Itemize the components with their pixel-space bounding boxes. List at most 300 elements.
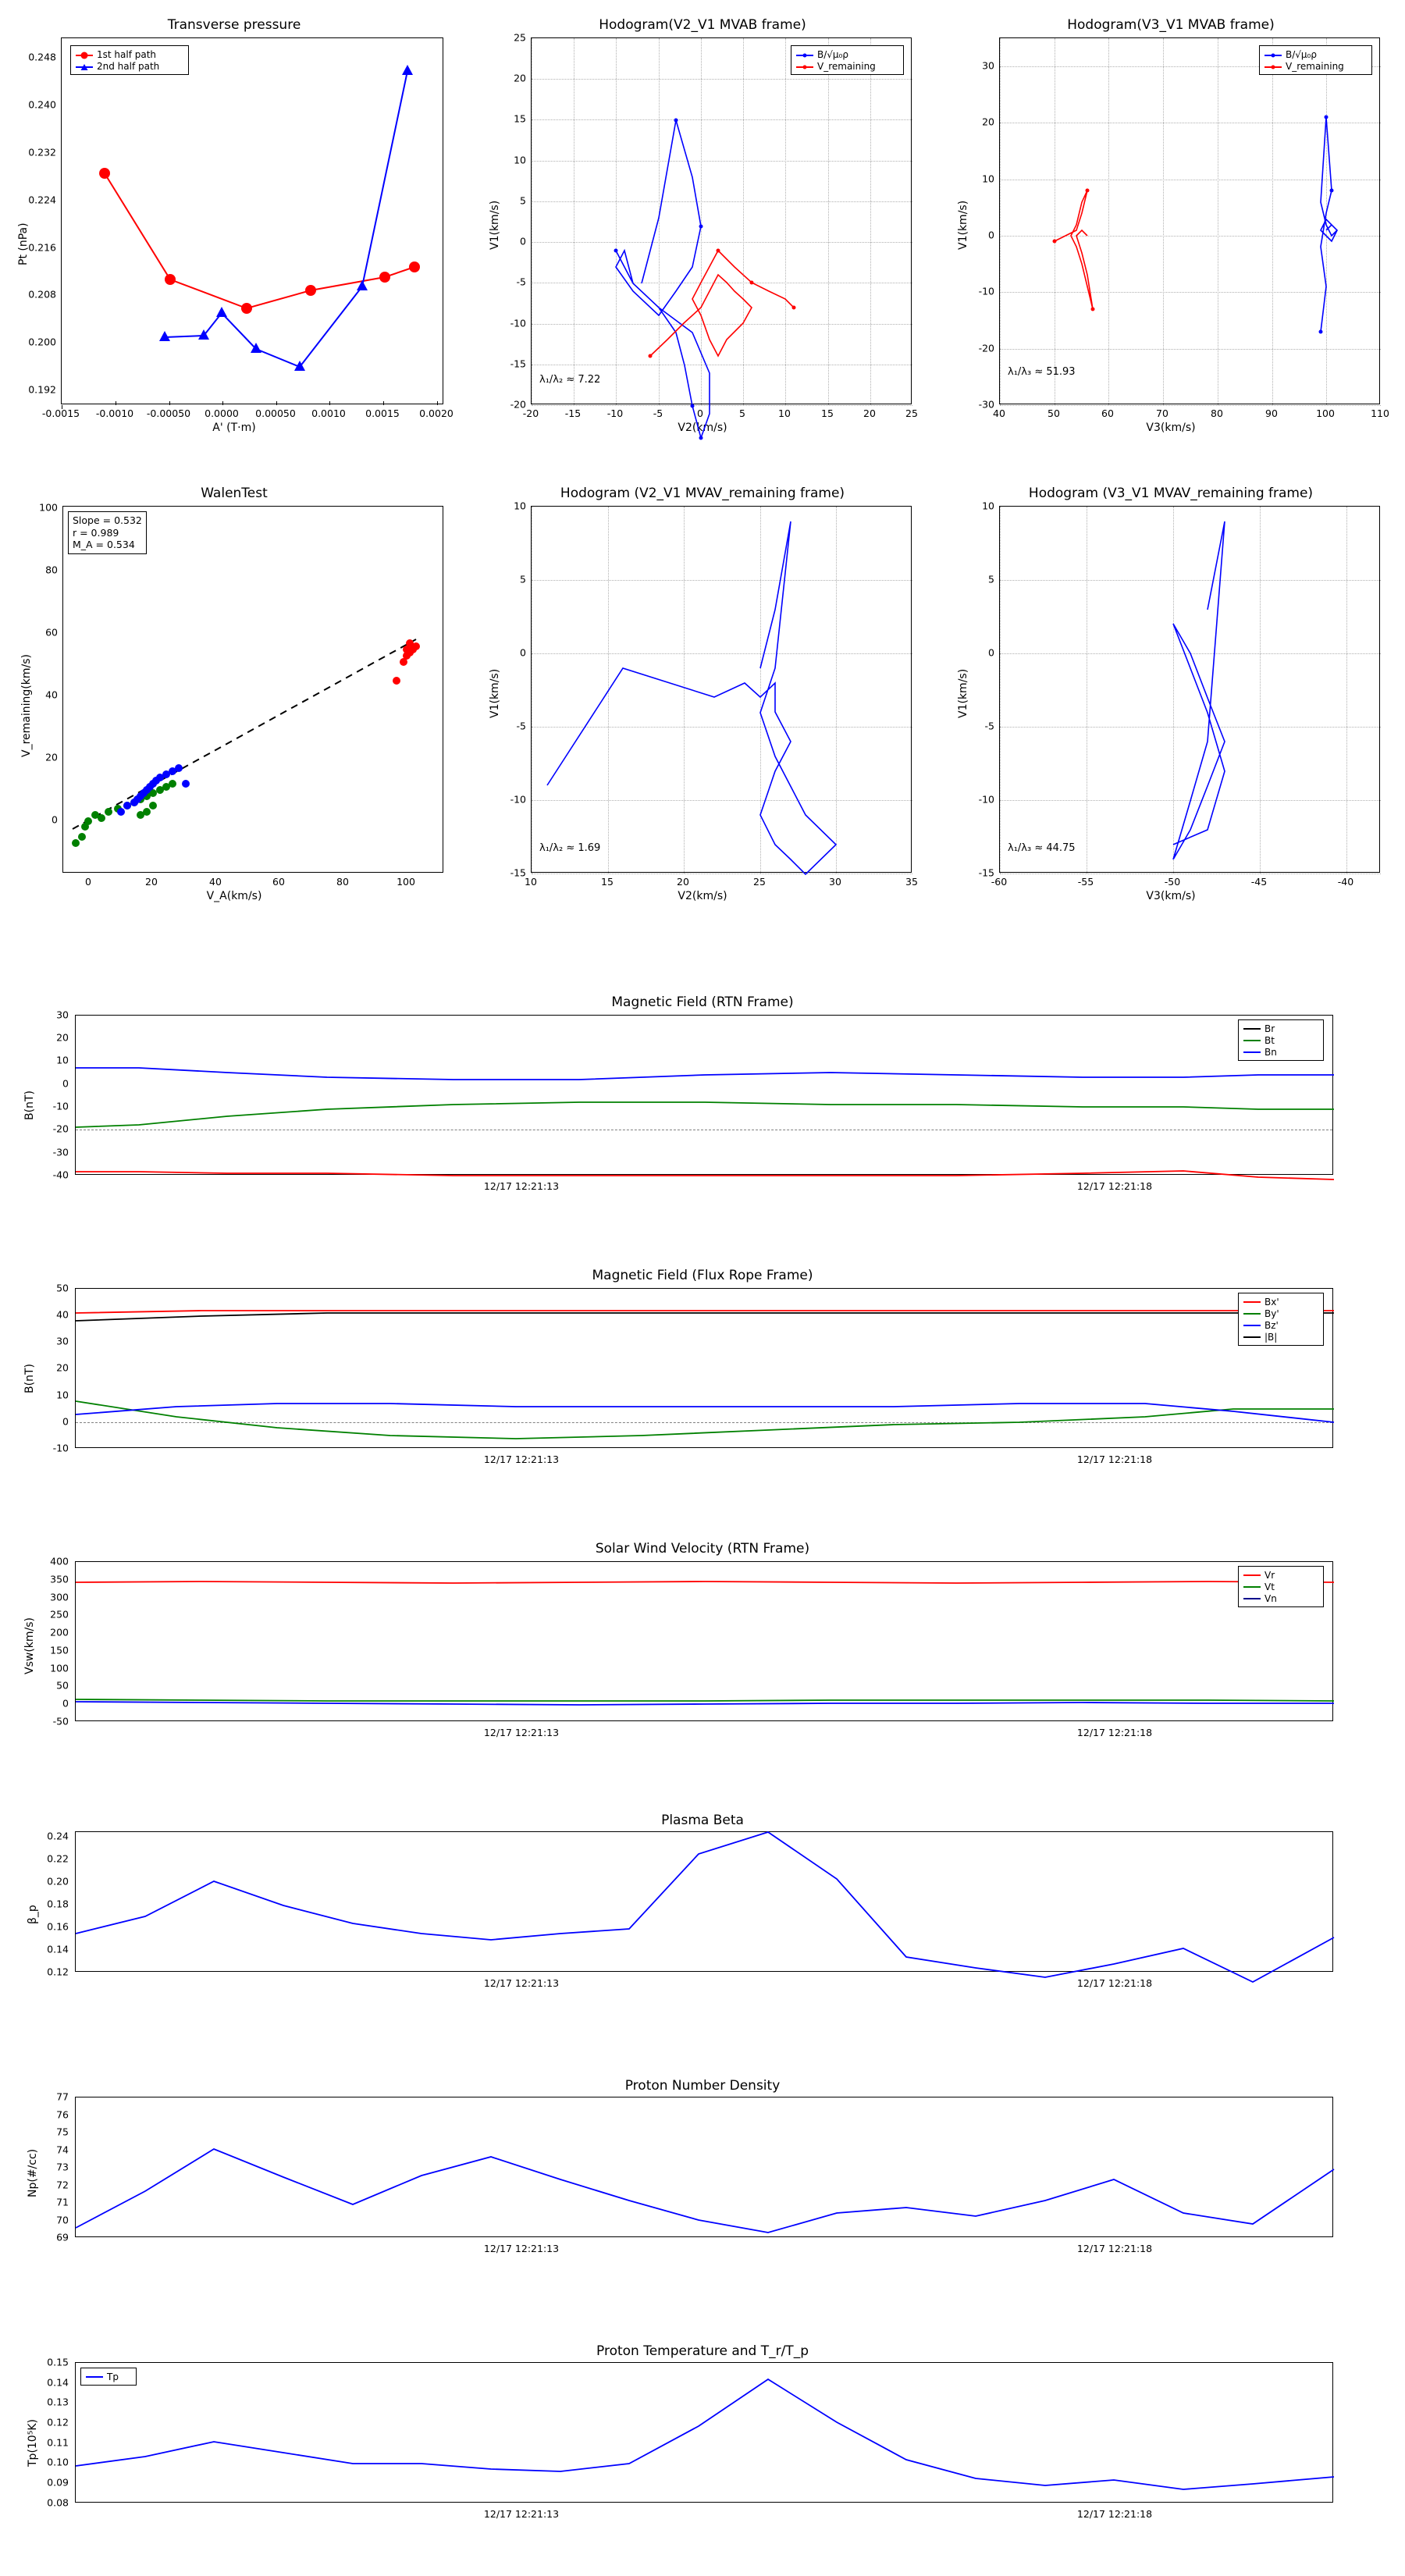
- gridline: [532, 873, 912, 874]
- x-axis-label: V2(km/s): [678, 890, 727, 902]
- panel-title: Hodogram (V3_V1 MVAV_remaining frame): [1028, 486, 1314, 501]
- panel-hodogram-v2-v1-mvav: [468, 468, 937, 913]
- legend-item: [1243, 1592, 1318, 1604]
- x-tick: -15: [564, 407, 582, 419]
- panel-title: Magnetic Field (Flux Rope Frame): [592, 1268, 813, 1283]
- y-tick: 20: [514, 72, 526, 84]
- x-tick: 0.0000: [205, 407, 239, 419]
- x-tick: 10: [778, 407, 791, 419]
- y-tick: 0.216: [28, 241, 56, 254]
- legend-item: [796, 48, 898, 60]
- series-v1-v3: [1173, 521, 1225, 859]
- y-tick: 30: [982, 59, 994, 72]
- legend-item: [1243, 1023, 1318, 1034]
- x-tick: 30: [829, 876, 841, 888]
- legend-item: [1243, 1581, 1318, 1592]
- panel-title: Proton Temperature and T_r/T_p: [596, 2343, 809, 2359]
- legend-label: 2nd half path: [97, 60, 160, 72]
- y-tick: 0.248: [28, 51, 56, 63]
- y-axis-label: β_p: [27, 1905, 39, 1924]
- legend-item: [796, 60, 898, 72]
- x-tick: -10: [606, 407, 624, 419]
- y-tick: 10: [514, 154, 526, 166]
- series-layer: [76, 1016, 1334, 1176]
- y-tick: 40: [45, 688, 58, 701]
- line-swatch-icon: [1243, 1313, 1261, 1315]
- x-axis-label: V2(km/s): [678, 422, 727, 434]
- legend-item: [1243, 1046, 1318, 1058]
- x-tick: 15: [601, 876, 614, 888]
- panel-title: Transverse pressure: [167, 17, 301, 33]
- y-axis-label: Pt (nPa): [17, 222, 30, 265]
- series-layer: [63, 507, 444, 873]
- y-tick: 30: [56, 1335, 69, 1347]
- x-axis-label: V3(km/s): [1146, 422, 1196, 434]
- x-tick: 20: [145, 876, 158, 888]
- plot-area: [999, 37, 1380, 404]
- y-tick: 0.200: [28, 336, 56, 348]
- legend-item: [1243, 1319, 1318, 1331]
- fit-statistics-box: [68, 511, 147, 554]
- panel-magnetic-field-flux-rope: [0, 1249, 1405, 1491]
- y-tick: 0.10: [47, 2456, 69, 2468]
- line-swatch-icon: [1243, 1028, 1261, 1030]
- series-layer: [1000, 38, 1381, 405]
- x-tick: -40: [1337, 876, 1354, 888]
- y-axis-label: B(nT): [23, 1091, 36, 1120]
- series-layer: [76, 2097, 1334, 2238]
- panel-hodogram-v2-v1-mvab: [468, 0, 937, 445]
- legend-label: By': [1264, 1308, 1279, 1319]
- panel-magnetic-field-rtn: [0, 976, 1405, 1218]
- plot-area: [62, 506, 443, 873]
- series-bn: [76, 1068, 1334, 1080]
- y-tick: 0: [520, 235, 526, 247]
- y-tick: 100: [50, 1662, 69, 1674]
- legend-label: Bz': [1264, 1319, 1279, 1331]
- x-tick: 60: [1101, 407, 1114, 419]
- y-tick: 0.09: [47, 2476, 69, 2489]
- legend-label: Vr: [1264, 1569, 1275, 1581]
- panel-hodogram-v3-v1-mvav: [937, 468, 1405, 913]
- x-tick: 12/17 12:21:18: [1076, 1453, 1153, 1465]
- y-tick: 77: [56, 2090, 69, 2103]
- line-swatch-icon: [1243, 1040, 1261, 1041]
- series-1st-half-path: [105, 173, 414, 308]
- legend-item: [1243, 1331, 1318, 1343]
- y-tick: 0: [62, 1415, 69, 1428]
- x-tick: 20: [863, 407, 876, 419]
- y-tick: 5: [520, 573, 526, 585]
- markers-v-remaining: [649, 249, 796, 358]
- legend-label: Br: [1264, 1023, 1275, 1034]
- panel-title: Proton Number Density: [624, 2078, 781, 2094]
- legend: [1259, 45, 1372, 75]
- y-axis-label: V1(km/s): [489, 668, 501, 718]
- gridline: [532, 405, 912, 406]
- x-axis-label: A' (T·m): [212, 422, 256, 434]
- series-layer: [76, 2363, 1334, 2503]
- legend-item: [1264, 48, 1367, 60]
- y-tick: 50: [56, 1679, 69, 1692]
- legend-item: [1243, 1034, 1318, 1046]
- legend-label: Bn: [1264, 1046, 1277, 1058]
- series-layer: [1000, 507, 1381, 873]
- x-tick: 0: [697, 407, 703, 419]
- x-tick: 12/17 12:21:18: [1076, 2243, 1153, 2254]
- legend-label: Vn: [1264, 1592, 1277, 1604]
- series-bt: [76, 1102, 1334, 1127]
- y-tick: -5: [516, 720, 526, 732]
- line-swatch-icon: [1243, 1336, 1261, 1338]
- panel-transverse-pressure: [0, 0, 468, 445]
- y-tick: 73: [56, 2161, 69, 2173]
- series-vt: [76, 1699, 1334, 1701]
- x-tick: -0.00050: [146, 407, 191, 419]
- circle-marker-icon: [76, 51, 93, 59]
- panel-walen-test: [0, 468, 468, 913]
- y-tick: 0.16: [47, 1920, 69, 1933]
- x-tick: 90: [1265, 407, 1278, 419]
- y-tick: 0.208: [28, 288, 56, 301]
- y-tick: -5: [984, 720, 994, 732]
- plot-area: [61, 37, 443, 404]
- line-marker-icon: [1264, 51, 1282, 59]
- y-tick: -15: [978, 866, 994, 879]
- line-swatch-icon: [1243, 1325, 1261, 1326]
- y-tick: 30: [56, 1009, 69, 1021]
- y-tick: -40: [52, 1169, 69, 1181]
- legend-item: [76, 48, 183, 60]
- y-tick: -15: [510, 866, 526, 879]
- line-marker-icon: [796, 62, 813, 70]
- plot-area: [75, 2362, 1333, 2503]
- line-swatch-icon: [1243, 1574, 1261, 1576]
- x-tick: 80: [1211, 407, 1223, 419]
- y-tick: 0: [62, 1077, 69, 1090]
- series-layer: [76, 1562, 1334, 1722]
- panel-title: Hodogram (V2_V1 MVAV_remaining frame): [560, 486, 845, 501]
- legend: [1238, 1019, 1324, 1061]
- y-tick: 0.224: [28, 194, 56, 206]
- x-tick: 0: [85, 876, 91, 888]
- correlation-value: r = 0.989: [73, 526, 119, 539]
- series-v1-v2: [547, 521, 836, 874]
- legend-label: |B|: [1264, 1331, 1278, 1343]
- panel-title: Plasma Beta: [661, 1813, 744, 1828]
- y-tick: 0.24: [47, 1830, 69, 1842]
- legend-item: [1243, 1569, 1318, 1581]
- y-tick: 0.11: [47, 2436, 69, 2449]
- x-tick: 12/17 12:21:13: [483, 2508, 560, 2520]
- gridline: [1000, 873, 1381, 874]
- y-tick: 69: [56, 2231, 69, 2243]
- series-layer: [62, 38, 444, 405]
- legend-label: V_remaining: [1286, 60, 1344, 72]
- x-tick: -20: [522, 407, 539, 419]
- y-tick: 0.18: [47, 1898, 69, 1910]
- y-axis-label: V_remaining(km/s): [20, 654, 33, 757]
- x-tick: 60: [272, 876, 285, 888]
- x-tick: 12/17 12:21:13: [483, 1977, 560, 1989]
- y-tick: 40: [56, 1308, 69, 1321]
- y-tick: 10: [514, 500, 526, 512]
- legend: [791, 45, 904, 75]
- y-tick: 0.20: [47, 1875, 69, 1888]
- eigenvalue-ratio-annotation: λ₁/λ₂ ≈ 7.22: [539, 374, 601, 386]
- series-layer: [532, 507, 912, 873]
- y-tick: -10: [978, 793, 994, 806]
- x-tick: 15: [821, 407, 834, 419]
- y-tick: 10: [982, 173, 994, 185]
- series-br: [76, 1171, 1334, 1179]
- legend: [80, 2368, 137, 2386]
- legend: [1238, 1293, 1324, 1346]
- y-tick: 100: [39, 501, 58, 514]
- plot-area: [75, 1831, 1333, 1972]
- legend: [1238, 1566, 1324, 1607]
- panel-title: Magnetic Field (RTN Frame): [611, 994, 794, 1010]
- panel-plasma-beta: [0, 1795, 1405, 2022]
- x-tick: 0.00050: [255, 407, 296, 419]
- markers-2nd-half-path: [159, 65, 413, 371]
- y-tick: 0.08: [47, 2496, 69, 2509]
- scatter-red: [393, 639, 420, 685]
- series-v-remaining: [650, 251, 794, 356]
- x-tick: -55: [1077, 876, 1094, 888]
- eigenvalue-ratio-annotation: λ₁/λ₂ ≈ 1.69: [539, 842, 601, 854]
- y-tick: 0.192: [28, 383, 56, 396]
- x-tick: 12/17 12:21:13: [483, 1727, 560, 1738]
- y-tick: 150: [50, 1644, 69, 1656]
- panel-title: WalenTest: [201, 486, 268, 501]
- y-tick: -20: [510, 398, 526, 411]
- panel-title: Solar Wind Velocity (RTN Frame): [595, 1541, 810, 1557]
- x-tick: 12/17 12:21:18: [1076, 1977, 1153, 1989]
- legend-label: Tp: [107, 2371, 119, 2382]
- x-tick: 40: [993, 407, 1005, 419]
- x-tick: 12/17 12:21:18: [1076, 1180, 1153, 1192]
- y-tick: 0.240: [28, 98, 56, 111]
- panel-title: Hodogram(V3_V1 MVAB frame): [1067, 17, 1275, 33]
- legend-item: [1243, 1296, 1318, 1308]
- plot-area: [75, 1015, 1333, 1175]
- y-tick: -10: [978, 285, 994, 297]
- y-axis-label: Vsw(km/s): [23, 1617, 36, 1674]
- x-tick: -45: [1250, 876, 1268, 888]
- x-tick: 12/17 12:21:13: [483, 1453, 560, 1465]
- y-tick: 0.232: [28, 146, 56, 158]
- series-layer: [532, 38, 912, 405]
- y-tick: 20: [45, 751, 58, 763]
- y-tick: 10: [56, 1389, 69, 1401]
- line-swatch-icon: [86, 2376, 103, 2378]
- series-layer: [76, 1289, 1334, 1449]
- plot-area: [999, 506, 1380, 873]
- plot-area: [75, 2097, 1333, 2237]
- x-tick: -60: [991, 876, 1008, 888]
- y-axis-label: V1(km/s): [957, 200, 969, 250]
- x-tick: 5: [739, 407, 745, 419]
- line-marker-icon: [1264, 62, 1282, 70]
- y-tick: 20: [56, 1031, 69, 1044]
- y-axis-label: B(nT): [23, 1364, 36, 1393]
- series-2nd-half-path: [165, 71, 407, 367]
- line-swatch-icon: [1243, 1301, 1261, 1303]
- y-tick: 50: [56, 1282, 69, 1294]
- series-b-magnitude: [76, 1313, 1334, 1321]
- x-tick: 10: [525, 876, 537, 888]
- x-tick: 110: [1371, 407, 1389, 419]
- y-tick: 0.14: [47, 1943, 69, 1955]
- line-swatch-icon: [1243, 1586, 1261, 1588]
- y-tick: 10: [982, 500, 994, 512]
- line-marker-icon: [796, 51, 813, 59]
- legend-item: [86, 2371, 131, 2382]
- x-tick: 40: [209, 876, 222, 888]
- y-tick: 0.12: [47, 1966, 69, 1978]
- x-tick: 25: [753, 876, 766, 888]
- x-tick: 25: [905, 407, 918, 419]
- y-tick: 0.22: [47, 1852, 69, 1865]
- y-tick: 400: [50, 1555, 69, 1567]
- plot-area: [531, 37, 912, 404]
- y-tick: 250: [50, 1608, 69, 1621]
- legend-label: B/√μ₀ρ: [817, 48, 848, 60]
- plot-area: [75, 1561, 1333, 1721]
- y-tick: 200: [50, 1626, 69, 1638]
- legend-label: B/√μ₀ρ: [1286, 48, 1317, 60]
- triangle-marker-icon: [76, 62, 93, 70]
- x-axis-label: V_A(km/s): [206, 890, 262, 902]
- x-tick: 12/17 12:21:18: [1076, 1727, 1153, 1738]
- y-axis-label: V1(km/s): [957, 668, 969, 718]
- x-tick: 35: [905, 876, 918, 888]
- y-axis-label: V1(km/s): [489, 200, 501, 250]
- y-tick: -50: [52, 1715, 69, 1727]
- legend-label: Bt: [1264, 1034, 1275, 1046]
- slope-value: Slope = 0.532: [73, 514, 142, 526]
- legend-label: V_remaining: [817, 60, 876, 72]
- x-tick: 12/17 12:21:18: [1076, 2508, 1153, 2520]
- y-tick: 0: [520, 646, 526, 659]
- legend-item: [1264, 60, 1367, 72]
- y-tick: 72: [56, 2179, 69, 2191]
- series-layer: [76, 1832, 1334, 1973]
- y-tick: 80: [45, 564, 58, 576]
- y-tick: 71: [56, 2196, 69, 2208]
- y-tick: 300: [50, 1591, 69, 1603]
- y-tick: 0: [988, 646, 994, 659]
- y-tick: 350: [50, 1573, 69, 1585]
- y-tick: 0: [52, 813, 58, 826]
- y-tick: -20: [978, 342, 994, 354]
- mach-number-value: M_A = 0.534: [73, 539, 135, 551]
- y-tick: 0: [988, 229, 994, 241]
- y-tick: 5: [988, 573, 994, 585]
- panel-proton-temperature: [0, 2326, 1405, 2560]
- x-tick: -50: [1164, 876, 1181, 888]
- y-tick: 0.12: [47, 2416, 69, 2428]
- plot-area: [75, 1288, 1333, 1448]
- y-axis-label: Tp(10⁵K): [27, 2419, 39, 2467]
- x-tick: 100: [397, 876, 415, 888]
- y-tick: 76: [56, 2108, 69, 2121]
- gridline: [1000, 405, 1381, 406]
- series-v-remaining: [1055, 190, 1093, 309]
- x-tick: -0.0010: [95, 407, 134, 419]
- plot-area: [531, 506, 912, 873]
- panel-hodogram-v3-v1-mvab: [937, 0, 1405, 445]
- panel-solar-wind-velocity-rtn: [0, 1522, 1405, 1764]
- panel-proton-number-density: [0, 2061, 1405, 2287]
- y-tick: 0.13: [47, 2396, 69, 2408]
- series-b-alfven: [616, 120, 710, 438]
- y-tick: 0: [62, 1697, 69, 1710]
- series-b-alfven: [1321, 117, 1337, 332]
- x-tick: -5: [653, 407, 663, 419]
- legend-label: Bx': [1264, 1296, 1279, 1308]
- y-tick: 74: [56, 2144, 69, 2156]
- y-axis-label: Np(#/cc): [27, 2148, 39, 2197]
- y-tick: 20: [56, 1361, 69, 1374]
- x-tick: 20: [677, 876, 689, 888]
- y-tick: -10: [510, 793, 526, 806]
- y-tick: 15: [514, 112, 526, 125]
- line-swatch-icon: [1243, 1598, 1261, 1599]
- y-tick: -30: [978, 398, 994, 411]
- line-swatch-icon: [1243, 1051, 1261, 1053]
- y-tick: -20: [52, 1123, 69, 1135]
- legend-item: [76, 60, 183, 72]
- x-tick: 0.0020: [419, 407, 454, 419]
- x-tick: 100: [1316, 407, 1335, 419]
- y-tick: 70: [56, 2214, 69, 2226]
- x-tick: 80: [336, 876, 349, 888]
- x-tick: 0.0015: [365, 407, 400, 419]
- x-tick: 70: [1156, 407, 1168, 419]
- x-tick: 12/17 12:21:13: [483, 1180, 560, 1192]
- legend-label: 1st half path: [97, 48, 157, 60]
- y-tick: 25: [514, 31, 526, 44]
- y-tick: 60: [45, 626, 58, 639]
- eigenvalue-ratio-annotation: λ₁/λ₃ ≈ 44.75: [1008, 842, 1076, 854]
- series-vr: [76, 1582, 1334, 1583]
- x-axis-label: V3(km/s): [1146, 890, 1196, 902]
- x-tick: -0.0015: [41, 407, 80, 419]
- x-tick: 0.0010: [311, 407, 346, 419]
- series-vn: [76, 1702, 1334, 1705]
- y-tick: 5: [520, 194, 526, 207]
- series-proton-density: [76, 2149, 1334, 2233]
- legend-item: [1243, 1308, 1318, 1319]
- y-tick: 0.15: [47, 2356, 69, 2368]
- fit-line: [73, 639, 416, 829]
- series-plasma-beta: [76, 1832, 1334, 1982]
- x-tick: 12/17 12:21:13: [483, 2243, 560, 2254]
- series-tp: [76, 2379, 1334, 2489]
- y-tick: 20: [982, 116, 994, 128]
- y-tick: -5: [516, 276, 526, 288]
- y-tick: -10: [52, 1100, 69, 1112]
- y-tick: 0.14: [47, 2376, 69, 2389]
- y-tick: -10: [510, 317, 526, 329]
- y-tick: -30: [52, 1146, 69, 1158]
- panel-title: Hodogram(V2_V1 MVAB frame): [599, 17, 806, 33]
- legend: [70, 45, 189, 75]
- series-bz-prime: [76, 1404, 1334, 1422]
- y-tick: 75: [56, 2126, 69, 2138]
